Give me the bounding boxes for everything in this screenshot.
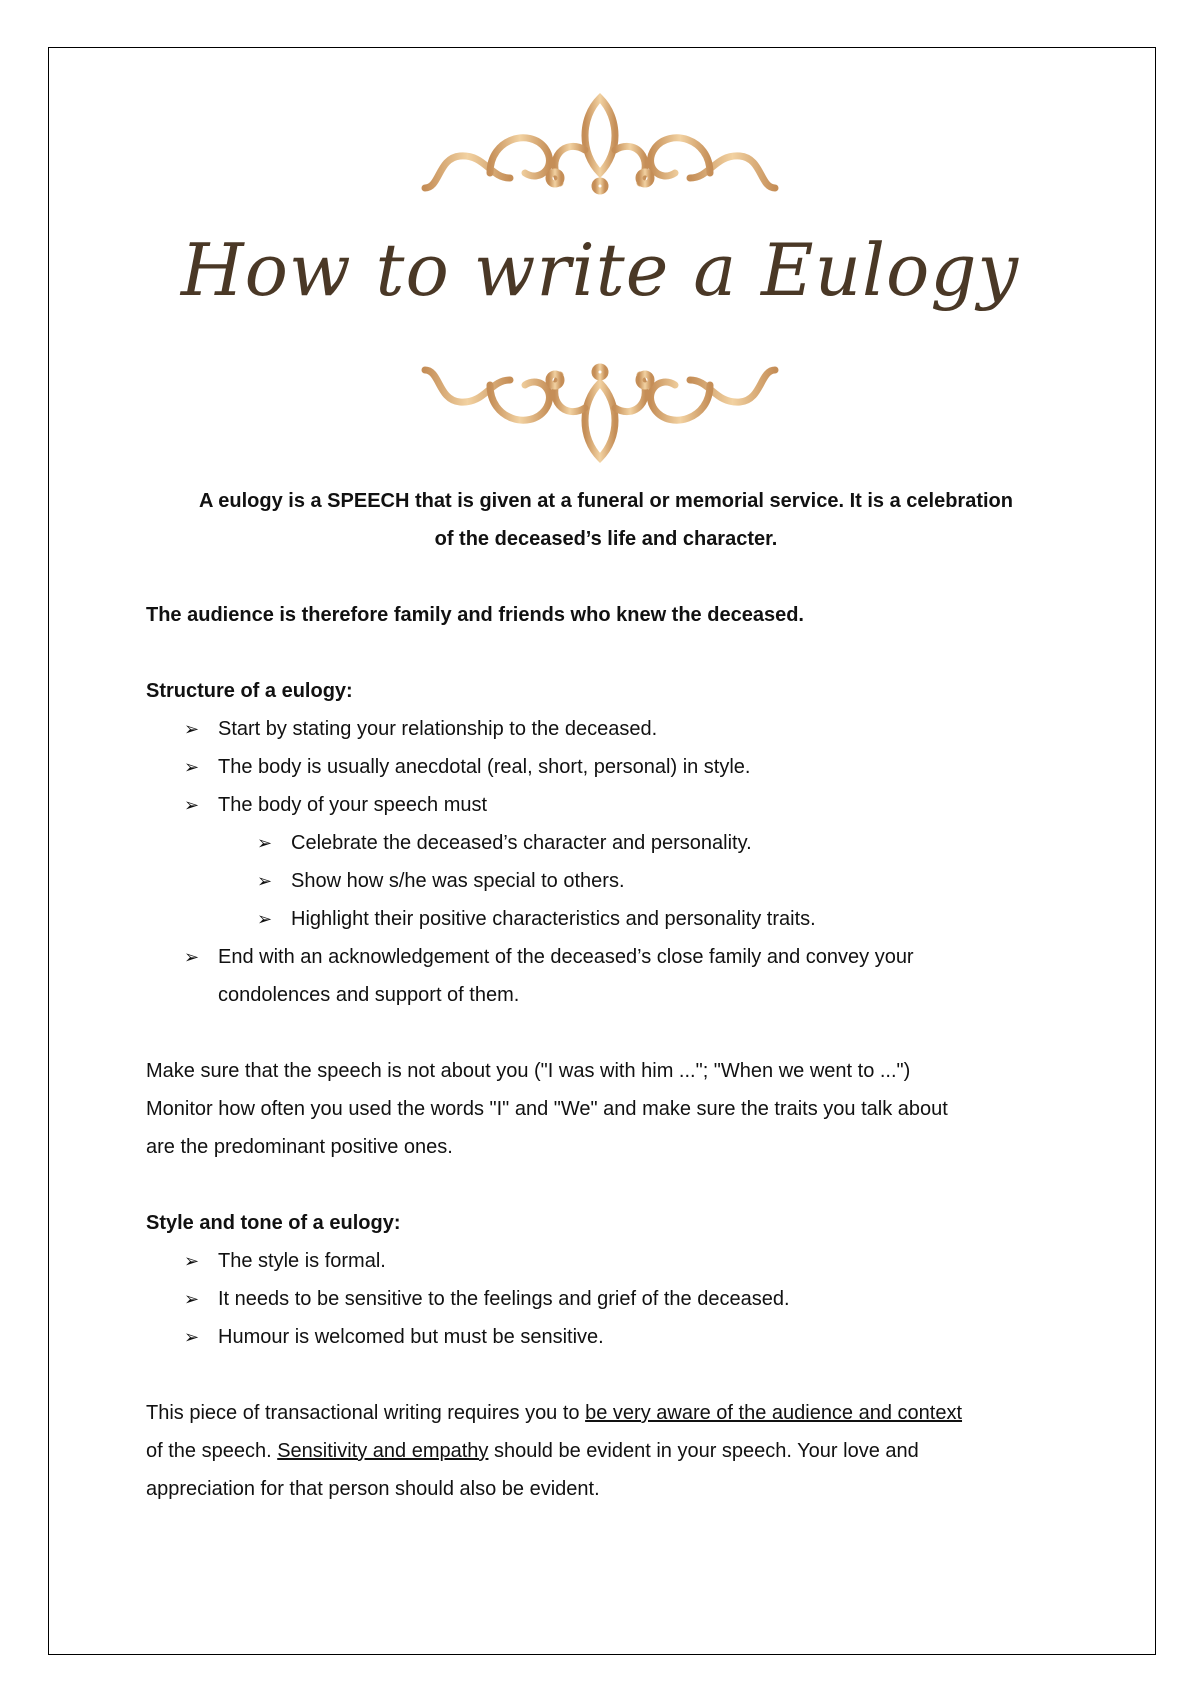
- closing-line-3: appreciation for that person should also be evident.: [146, 1478, 600, 1500]
- document-body: [146, 482, 1066, 1508]
- audience-statement: The audience is therefore family and friends who knew the deceased.: [146, 604, 804, 626]
- list-item: ➢ The style is formal.: [146, 1242, 1066, 1280]
- arrow-bullet-icon: ➢: [184, 947, 200, 967]
- arrow-bullet-icon: ➢: [184, 1289, 200, 1309]
- closing-paragraph: This piece of transactional writing requires you to be very aware of the audience and context: [146, 1402, 963, 1424]
- arrow-bullet-icon: ➢: [257, 871, 273, 891]
- underlined-phrase: Sensitivity and empathy: [277, 1440, 489, 1462]
- list-item: ➢ End with an acknowledgement of the deceased’s close family and convey your: [146, 938, 1066, 976]
- arrow-bullet-icon: ➢: [257, 909, 273, 929]
- makesure-line-3: are the predominant positive ones.: [146, 1136, 453, 1158]
- closing-line-2: of the speech. Sensitivity and empathy should be evident in your speech. Your love and: [146, 1440, 919, 1462]
- sub-list-item: ➢ Celebrate the deceased’s character and personality.: [146, 824, 1066, 862]
- bottom-ornament-icon: [160, 356, 1040, 458]
- structure-list: [146, 710, 1066, 1014]
- page-title: How to write a Eulogy: [180, 228, 1020, 312]
- sub-list-item: ➢ Highlight their positive characteristics and personality traits.: [146, 900, 1066, 938]
- list-item: ➢ Start by stating your relationship to the deceased.: [146, 710, 1066, 748]
- arrow-bullet-icon: ➢: [184, 719, 200, 739]
- list-item: ➢ Humour is welcomed but must be sensitive.: [146, 1318, 1066, 1356]
- arrow-bullet-icon: ➢: [184, 795, 200, 815]
- list-item: ➢ It needs to be sensitive to the feelings and grief of the deceased.: [146, 1280, 1066, 1318]
- style-heading: Style and tone of a eulogy:: [146, 1212, 401, 1234]
- intro-line-2: of the deceased’s life and character.: [434, 528, 778, 550]
- list-item: ➢ The body of your speech must: [146, 786, 1066, 824]
- list-item-continuation: condolences and support of them.: [218, 984, 520, 1006]
- sub-list-item: ➢ Show how s/he was special to others.: [146, 862, 1066, 900]
- intro-line-1: A eulogy is a SPEECH that is given at a funeral or memorial service. It is a celebration: [199, 490, 1013, 512]
- style-list: [146, 1242, 1066, 1356]
- top-ornament-icon: [160, 98, 1040, 202]
- makesure-line-1: Make sure that the speech is not about you ("I was with him ..."; "When we went to ..."): [146, 1060, 911, 1082]
- makesure-line-2: Monitor how often you used the words "I" and "We" and make sure the traits you talk about: [146, 1098, 948, 1120]
- arrow-bullet-icon: ➢: [257, 833, 273, 853]
- underlined-phrase: be very aware of the audience and context: [585, 1402, 963, 1424]
- arrow-bullet-icon: ➢: [184, 1251, 200, 1271]
- arrow-bullet-icon: ➢: [184, 757, 200, 777]
- structure-heading: Structure of a eulogy:: [146, 680, 353, 702]
- list-item: ➢ The body is usually anecdotal (real, short, personal) in style.: [146, 748, 1066, 786]
- arrow-bullet-icon: ➢: [184, 1327, 200, 1347]
